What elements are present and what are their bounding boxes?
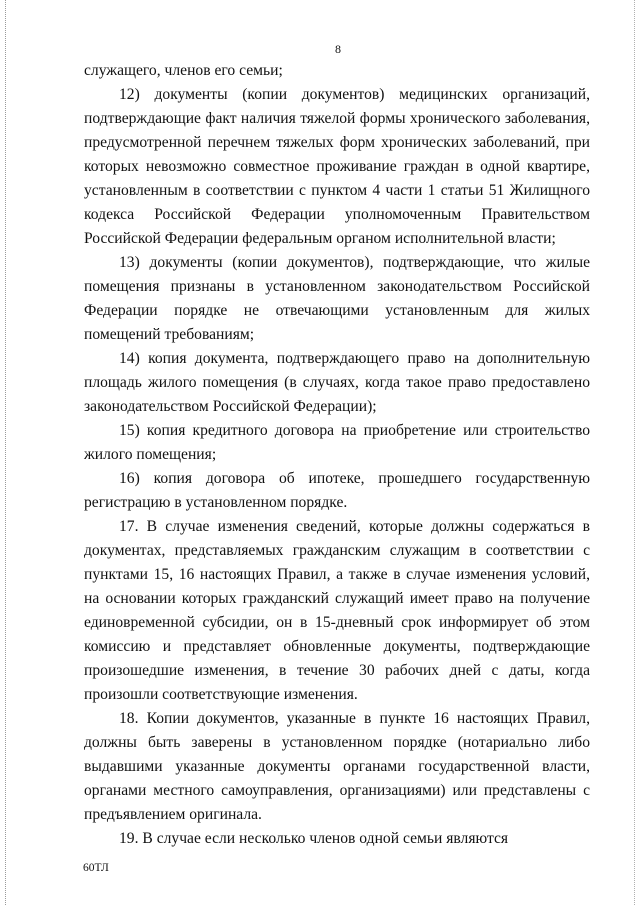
scan-edge-left bbox=[5, 0, 7, 905]
paragraph-item-12: 12) документы (копии документов) медицинских организаций, подтверждающие факт наличия тяжелой формы хронического заболевания, предусмотренной перечнем тяжелых форм хронических заболеваний, при которых невозможно совместное проживание граждан в одной квартире, установленным в соответствии с пунктом 4 части 1 статьи 51 Жилищного кодекса Российской Федерации уполномоченным Правительством Российской Федерации федеральным органом исполнительной власти; bbox=[84, 86, 590, 247]
paragraph-continuation: служащего, членов его семьи; bbox=[84, 62, 283, 79]
page-number: 8 bbox=[335, 42, 341, 56]
paragraph-item-15: 15) копия кредитного договора на приобретение или строительство жилого помещения; bbox=[84, 422, 590, 463]
paragraph-item-16: 16) копия договора об ипотеке, прошедшего государственную регистрацию в установленном порядке. bbox=[84, 470, 590, 511]
paragraph-item-13: 13) документы (копии документов), подтверждающие, что жилые помещения признаны в установленном законодательством Российской Федерации порядке не отвечающими установленным для жилых помещений требованиям; bbox=[84, 254, 590, 343]
footer-code: 60ТЛ bbox=[83, 862, 109, 874]
scan-edge-right bbox=[634, 0, 636, 905]
paragraph-clause-18: 18. Копии документов, указанные в пункте 16 настоящих Правил, должны быть заверены в установленном порядке (нотариально либо выдавшими указанные документы органами государственной власти, органами местного самоуправления, организациями) или представлены с предъявлением оригинала. bbox=[84, 710, 590, 823]
paragraph-clause-17: 17. В случае изменения сведений, которые должны содержаться в документах, представляемых гражданским служащим в соответствии с пунктами 15, 16 настоящих Правил, а также в случае изменения условий, на основании которых гражданский служащий имеет право на получение единовременной субсидии, он в 15-дневный срок информирует об этом комиссию и представляет обновленные документы, подтверждающие произошедшие изменения, в течение 30 рабочих дней с даты, когда произошли соответствующие изменения. bbox=[84, 518, 590, 703]
paragraph-clause-19: 19. В случае если несколько членов одной семьи являются bbox=[119, 830, 509, 847]
paragraph-item-14: 14) копия документа, подтверждающего право на дополнительную площадь жилого помещения (в случаях, когда такое право предоставлено законодательством Российской Федерации); bbox=[84, 350, 590, 415]
body-text bbox=[84, 59, 590, 851]
